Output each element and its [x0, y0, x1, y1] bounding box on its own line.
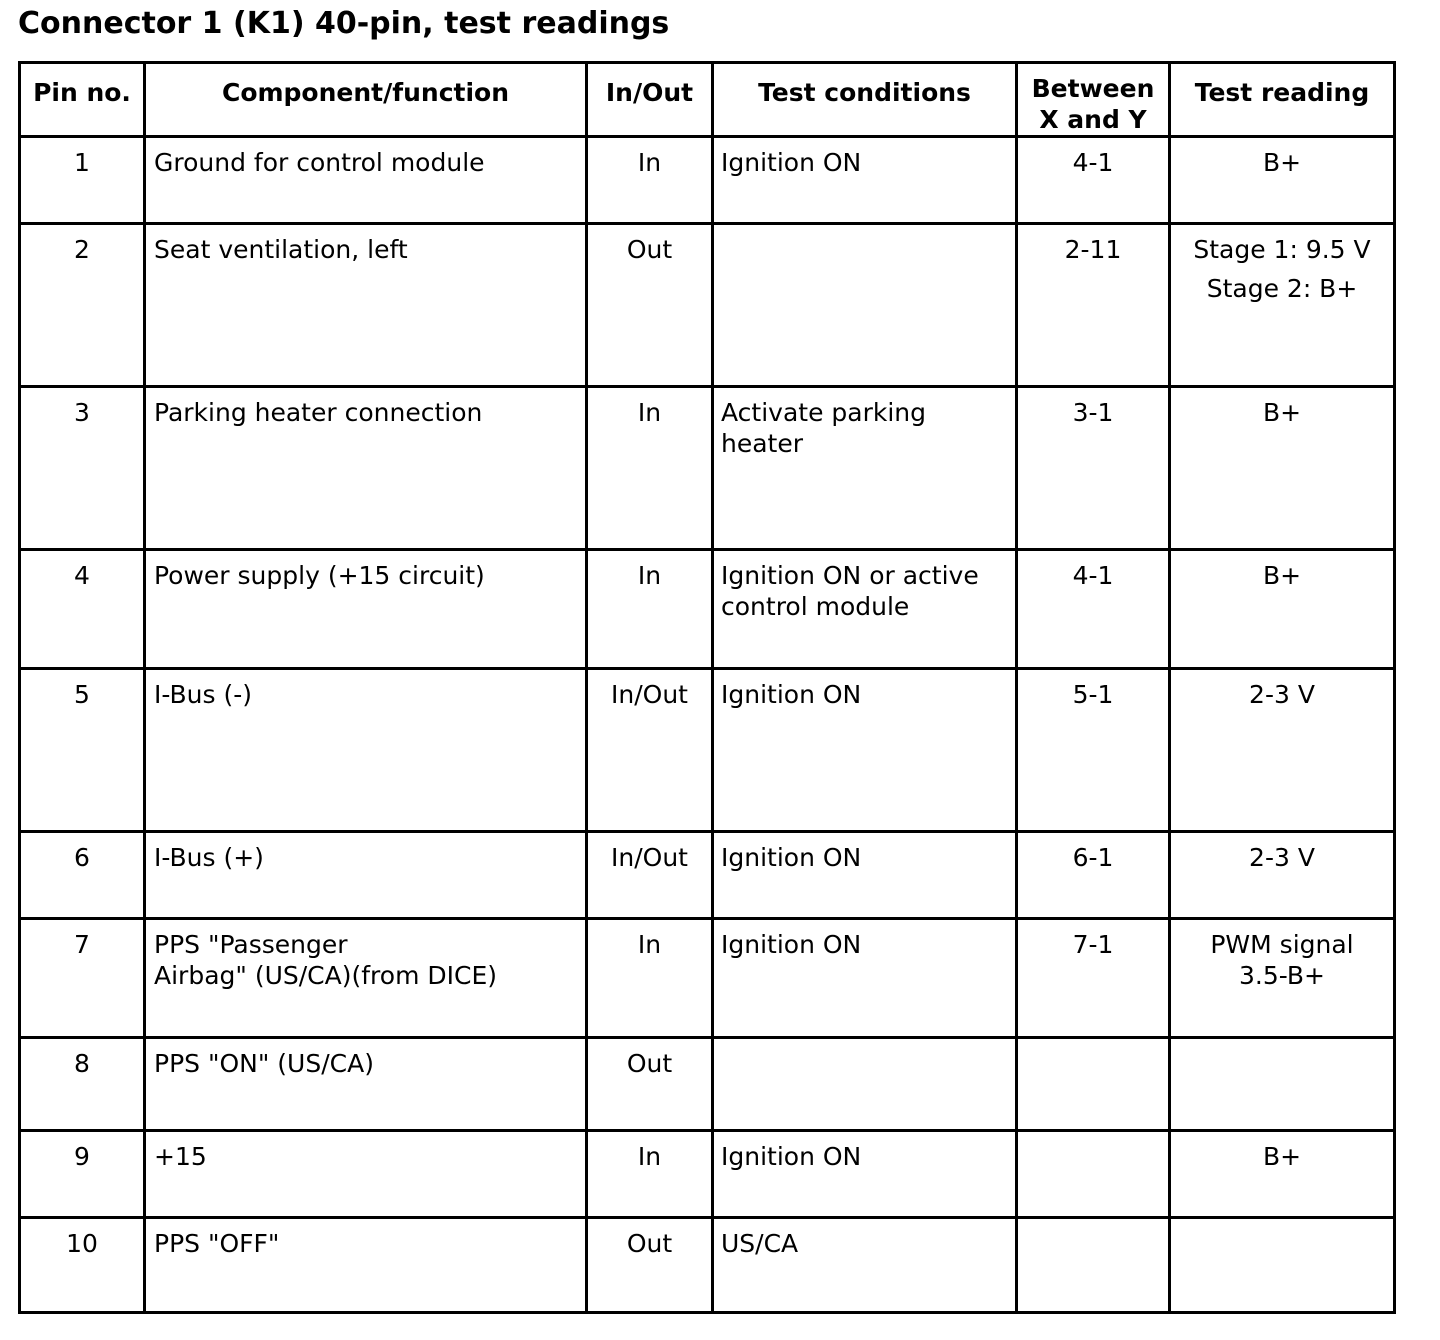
cell-test-conditions: Ignition ON: [713, 1131, 1017, 1218]
cell-test-conditions-line2: heater: [721, 429, 804, 458]
cell-component: [145, 919, 587, 1038]
cell-component: Power supply (+15 circuit): [145, 550, 587, 669]
table-row: [20, 224, 1395, 387]
header-in-out: In/Out: [587, 63, 713, 137]
cell-between: 3-1: [1017, 387, 1170, 550]
cell-in-out: Out: [587, 1038, 713, 1131]
cell-pin: 8: [20, 1038, 145, 1131]
cell-in-out: In: [587, 137, 713, 224]
cell-between: 4-1: [1017, 137, 1170, 224]
cell-pin: 9: [20, 1131, 145, 1218]
cell-reading: [1170, 1218, 1395, 1313]
cell-test-conditions: [713, 550, 1017, 669]
cell-component-line2: Airbag" (US/CA)(from DICE): [154, 961, 497, 990]
cell-test-conditions: [713, 387, 1017, 550]
cell-test-conditions-line1: Ignition ON or active: [721, 561, 979, 590]
table-row: [20, 550, 1395, 669]
cell-component: I-Bus (+): [145, 832, 587, 919]
cell-reading-line2: Stage 2: B+: [1206, 274, 1358, 303]
cell-test-conditions: [713, 1038, 1017, 1131]
cell-pin: 5: [20, 669, 145, 832]
table-row: [20, 1131, 1395, 1218]
cell-in-out: In/Out: [587, 669, 713, 832]
cell-in-out: Out: [587, 1218, 713, 1313]
cell-test-conditions: Ignition ON: [713, 669, 1017, 832]
cell-in-out: In: [587, 387, 713, 550]
table-row: [20, 387, 1395, 550]
cell-reading-line1: Stage 1: 9.5 V: [1193, 235, 1371, 264]
cell-in-out: Out: [587, 224, 713, 387]
cell-component: Parking heater connection: [145, 387, 587, 550]
cell-test-conditions: Ignition ON: [713, 832, 1017, 919]
cell-in-out: In/Out: [587, 832, 713, 919]
header-test-reading: Test reading: [1170, 63, 1395, 137]
cell-test-conditions-line2: control module: [721, 592, 910, 621]
test-readings-table: [18, 61, 1396, 1314]
cell-in-out: In: [587, 550, 713, 669]
cell-component: I-Bus (-): [145, 669, 587, 832]
cell-reading: 2-3 V: [1170, 832, 1395, 919]
cell-reading-line1: PWM signal: [1210, 930, 1354, 959]
header-component: Component/function: [145, 63, 587, 137]
cell-in-out: In: [587, 1131, 713, 1218]
cell-reading-line2: 3.5-B+: [1239, 961, 1325, 990]
cell-reading: B+: [1170, 1131, 1395, 1218]
table-row: [20, 832, 1395, 919]
cell-between: 7-1: [1017, 919, 1170, 1038]
cell-between: [1017, 1038, 1170, 1131]
cell-test-conditions: [713, 224, 1017, 387]
cell-between: 2-11: [1017, 224, 1170, 387]
cell-between: [1017, 1131, 1170, 1218]
cell-test-conditions: Ignition ON: [713, 919, 1017, 1038]
cell-pin: 1: [20, 137, 145, 224]
cell-component: Ground for control module: [145, 137, 587, 224]
cell-pin: 7: [20, 919, 145, 1038]
cell-pin: 10: [20, 1218, 145, 1313]
cell-reading: [1170, 1038, 1395, 1131]
cell-test-conditions: Ignition ON: [713, 137, 1017, 224]
header-test-conditions: Test conditions: [713, 63, 1017, 137]
cell-reading: [1170, 919, 1395, 1038]
header-pin: Pin no.: [20, 63, 145, 137]
cell-reading: [1170, 224, 1395, 387]
table-row: [20, 919, 1395, 1038]
cell-pin: 6: [20, 832, 145, 919]
table-row: [20, 137, 1395, 224]
cell-between: 6-1: [1017, 832, 1170, 919]
cell-reading: B+: [1170, 387, 1395, 550]
cell-component: PPS "OFF": [145, 1218, 587, 1313]
cell-reading: B+: [1170, 137, 1395, 224]
table-row: [20, 1038, 1395, 1131]
header-between-line2: X and Y: [1039, 105, 1147, 134]
cell-test-conditions: US/CA: [713, 1218, 1017, 1313]
cell-pin: 4: [20, 550, 145, 669]
page-title: Connector 1 (K1) 40-pin, test readings: [18, 6, 670, 41]
table-row: [20, 669, 1395, 832]
cell-test-conditions-line1: Activate parking: [721, 398, 927, 427]
table-row: [20, 1218, 1395, 1313]
cell-pin: 2: [20, 224, 145, 387]
table-header-row: [20, 63, 1395, 137]
cell-reading: B+: [1170, 550, 1395, 669]
header-between: [1017, 63, 1170, 137]
cell-component: PPS "ON" (US/CA): [145, 1038, 587, 1131]
cell-in-out: In: [587, 919, 713, 1038]
cell-between: 5-1: [1017, 669, 1170, 832]
header-between-line1: Between: [1031, 74, 1155, 103]
cell-component: +15: [145, 1131, 587, 1218]
cell-reading: 2-3 V: [1170, 669, 1395, 832]
cell-between: 4-1: [1017, 550, 1170, 669]
cell-component: Seat ventilation, left: [145, 224, 587, 387]
cell-pin: 3: [20, 387, 145, 550]
cell-between: [1017, 1218, 1170, 1313]
cell-component-line1: PPS "Passenger: [154, 930, 348, 959]
